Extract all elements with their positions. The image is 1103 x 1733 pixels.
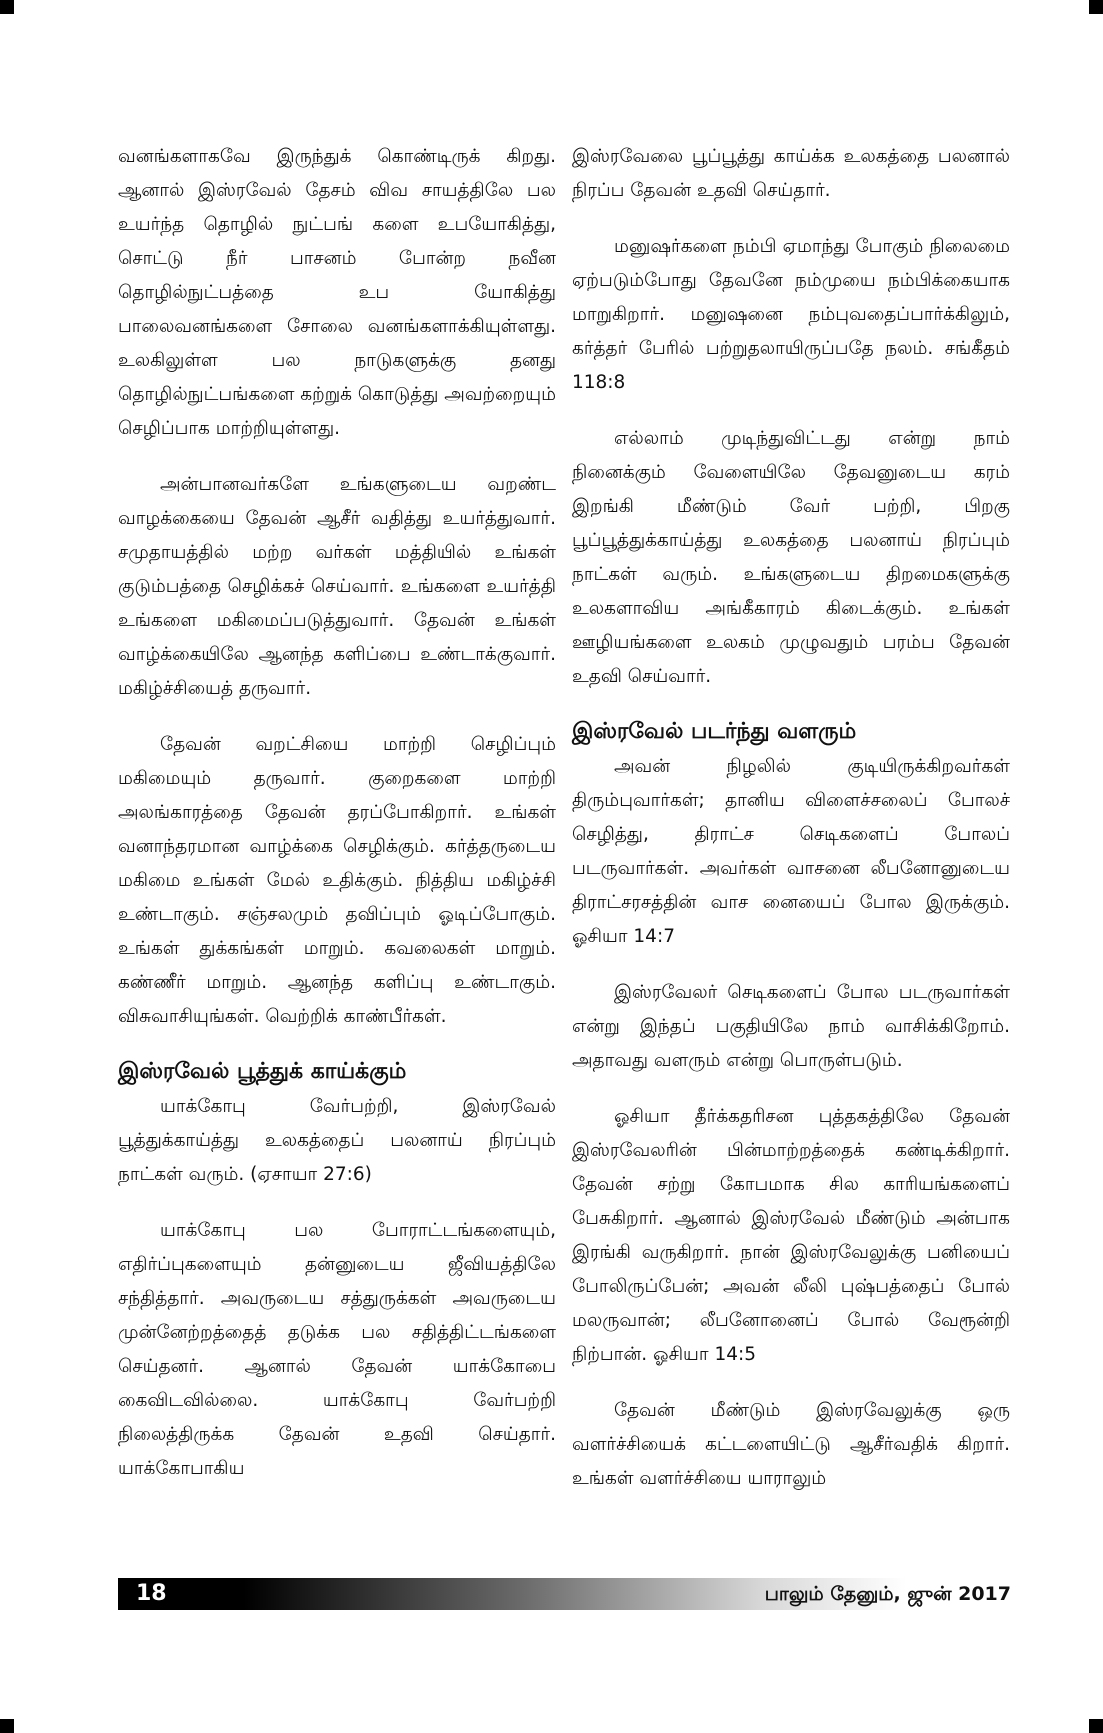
corner-mark xyxy=(0,0,14,14)
corner-mark xyxy=(1089,0,1103,14)
paragraph: வனங்களாகவே இருந்துக் கொண்டிருக் கிறது. ஆனால் இஸ்ரவேல் தேசம் விவ சாயத்திலே பல உயர்ந்த தொழில் நுட்பங் களை உபயோகித்து, சொட்டு நீர் பாசனம் போன்ற நவீன தொழில்நுட்பத்தை உப யோகித்து பாலைவனங்களை சோலை வனங்களாக்கியுள்ளது. உலகிலுள்ள பல நாடுகளுக்கு தனது தொழில்நுட்பங்களை கற்றுக் கொடுத்து அவற்றையும் செழிப்பாக மாற்றியுள்ளது. xyxy=(118,146,556,439)
paragraph: இஸ்ரவேலை பூப்பூத்து காய்க்க உலகத்தை பலனால் நிரப்ப தேவன் உதவி செய்தார். xyxy=(572,146,1010,201)
left-column xyxy=(118,140,556,1508)
paragraph: அவன் நிழலில் குடியிருக்கிறவர்கள் திரும்புவார்கள்; தானிய விளைச்சலைப் போலச் செழித்து, திராட்ச செடிகளைப் போலப் படருவார்கள். அவர்கள் வாசனை லீபனோனுடைய திராட்சரசத்தின் வாச னையைப் போல இருக்கும். ஓசியா 14:7 xyxy=(572,756,1010,947)
section-heading: இஸ்ரவேல் பூத்துக் காய்க்கும் xyxy=(118,1059,407,1084)
page-number: 18 xyxy=(136,1581,167,1606)
paragraph: எல்லாம் முடிந்துவிட்டது என்று நாம் நினைக்கும் வேளையிலே தேவனுடைய கரம் இறங்கி மீண்டும் வேர் பற்றி, பிறகு பூப்பூத்துக்காய்த்து உலகத்தை பலனாய் நிரப்பும் நாட்கள் வரும். உங்களுடைய திறமைகளுக்கு உலகளாவிய அங்கீகாரம் கிடைக்கும். உங்கள் ஊழியங்களை உலகம் முழுவதும் பரம்ப தேவன் உதவி செய்வார். xyxy=(572,428,1010,687)
paragraph: தேவன் வறட்சியை மாற்றி செழிப்பும் மகிமையும் தருவார். குறைகளை மாற்றி அலங்காரத்தை தேவன் தரப்போகிறார். உங்கள் வனாந்தரமான வாழ்க்கை செழிக்கும். கர்த்தருடைய மகிமை உங்கள் மேல் உதிக்கும். நித்திய மகிழ்ச்சி உண்டாகும். சஞ்சலமும் தவிப்பும் ஓடிப்போகும். உங்கள் துக்கங்கள் மாறும். கவலைகள் மாறும். கண்ணீர் மாறும். ஆனந்த களிப்பு உண்டாகும். விசுவாசியுங்கள். வெற்றிக் காண்பீர்கள். xyxy=(118,734,556,1027)
right-column xyxy=(572,140,1010,1518)
paragraph: யாக்கோபு பல போராட்டங்களையும், எதிர்ப்புகளையும் தன்னுடைய ஜீவியத்திலே சந்தித்தார். அவருடைய சத்துருக்கள் அவருடைய முன்னேற்றத்தைத் தடுக்க பல சதித்திட்டங்களை செய்தனர். ஆனால் தேவன் யாக்கோபை கைவிடவில்லை. யாக்கோபு வேர்பற்றி நிலைத்திருக்க தேவன் உதவி செய்தார். யாக்கோபாகிய xyxy=(118,1220,556,1479)
paragraph: அன்பானவர்களே உங்களுடைய வறண்ட வாழக்கையை தேவன் ஆசீர் வதித்து உயர்த்துவார். சமுதாயத்தில் மற்ற வர்கள் மத்தியில் உங்கள் குடும்பத்தை செழிக்கச் செய்வார். உங்களை உயர்த்தி உங்களை மகிமைப்படுத்துவார். தேவன் உங்கள் வாழ்க்கையிலே ஆனந்த களிப்பை உண்டாக்குவார். மகிழ்ச்சியைத் தருவார். xyxy=(118,474,556,699)
paragraph: இஸ்ரவேலர் செடிகளைப் போல படருவார்கள் என்று இந்தப் பகுதியிலே நாம் வாசிக்கிறோம். அதாவது வளரும் என்று பொருள்படும். xyxy=(572,982,1010,1071)
corner-mark xyxy=(1089,1719,1103,1733)
paragraph: ஓசியா தீர்க்கதரிசன புத்தகத்திலே தேவன் இஸ்ரவேலரின் பின்மாற்றத்தைக் கண்டிக்கிறார். தேவன் சற்று கோபமாக சில காரியங்களைப் பேசுகிறார். ஆனால் இஸ்ரவேல் மீண்டும் அன்பாக இரங்கி வருகிறார். நான் இஸ்ரவேலுக்கு பனியைப் போலிருப்பேன்; அவன் லீலி புஷ்பத்தைப் போல் மலருவான்; லீபனோனைப் போல் வேரூன்றி நிற்பான். ஓசியா 14:5 xyxy=(572,1106,1010,1365)
paragraph: மனுஷர்களை நம்பி ஏமாந்து போகும் நிலைமை ஏற்படும்போது தேவனே நம்முயை நம்பிக்கையாக மாறுகிறார். மனுஷனை நம்புவதைப்பார்க்கிலும், கர்த்தர் பேரில் பற்றுதலாயிருப்பதே நலம். சங்கீதம் 118:8 xyxy=(572,236,1010,393)
paragraph: தேவன் மீண்டும் இஸ்ரவேலுக்கு ஒரு வளர்ச்சியைக் கட்டளையிட்டு ஆசீர்வதிக் கிறார். உங்கள் வளர்ச்சியை யாராலும் xyxy=(572,1400,1010,1489)
corner-mark xyxy=(0,1719,14,1733)
section-heading: இஸ்ரவேல் படர்ந்து வளரும் xyxy=(572,719,857,744)
publication-title: பாலும் தேனும், ஜுன் 2017 xyxy=(764,1583,1011,1605)
paragraph: யாக்கோபு வேர்பற்றி, இஸ்ரவேல் பூத்துக்காய்த்து உலகத்தைப் பலனாய் நிரப்பும் நாட்கள் வரும். (ஏசாயா 27:6) xyxy=(118,1096,556,1185)
